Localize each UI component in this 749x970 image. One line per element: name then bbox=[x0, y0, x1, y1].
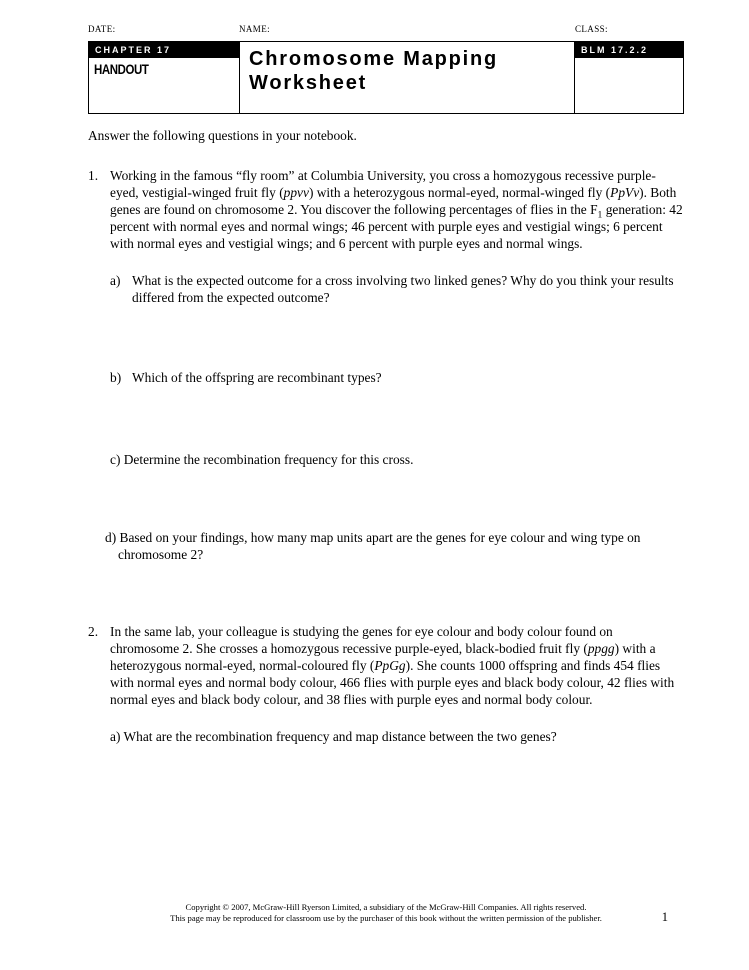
question-2a bbox=[110, 728, 684, 745]
date-label: DATE: bbox=[88, 24, 116, 34]
header-table bbox=[88, 41, 684, 114]
question-2 bbox=[88, 623, 684, 708]
handout-label: HANDOUT bbox=[94, 61, 149, 77]
question-1c-text: Determine the recombination frequency for this cross. bbox=[123, 452, 414, 467]
copyright-line2: This page may be reproduced for classroom use by the purchaser of this book without the written permission of the publisher. bbox=[170, 913, 602, 923]
page-number: 1 bbox=[661, 910, 668, 924]
chapter-label: CHAPTER 17 bbox=[95, 45, 172, 55]
question-1c-label: c) bbox=[110, 452, 121, 467]
title-cell bbox=[240, 42, 575, 113]
question-1b bbox=[110, 369, 684, 386]
blm-cell bbox=[575, 42, 683, 113]
meta-row bbox=[88, 24, 684, 34]
question-2a-text: What are the recombination frequency and map distance between the two genes? bbox=[123, 729, 557, 744]
question-2-text: In the same lab, your colleague is studying the genes for eye colour and body colour found on chromosome 2. She crosses a homozygous recessive purple-eyed, black-bodied fruit fly (ppgg) with a heterozygous normal-eyed, normal-coloured fly (PpGg). She counts 1000 offspring and finds 454 flies with normal eyes and normal body colour, 466 flies with purple eyes and black body colour, 42 flies with normal eyes and black body colour, and 38 flies with purple eyes and normal body colour. bbox=[110, 624, 675, 707]
question-1d-text: Based on your findings, how many map units apart are the genes for eye colour and wing type on chromosome 2? bbox=[118, 530, 641, 562]
intro-text: Answer the following questions in your notebook. bbox=[88, 128, 357, 143]
footer bbox=[88, 902, 684, 924]
question-1a-label: a) bbox=[110, 273, 121, 288]
copyright-line1: Copyright © 2007, McGraw-Hill Ryerson Limited, a subsidiary of the McGraw-Hill Companies. All rights reserved. bbox=[185, 902, 587, 912]
question-1d bbox=[105, 529, 684, 563]
question-1d-label: d) bbox=[105, 530, 117, 545]
chapter-bar bbox=[89, 42, 239, 58]
question-1 bbox=[88, 167, 684, 252]
question-2-number: 2. bbox=[88, 624, 99, 639]
question-1-text: Working in the famous “fly room” at Columbia University, you cross a homozygous recessive purple-eyed, vestigial-winged fruit fly (ppvv) with a heterozygous normal-eyed, normal-winged fly (PpVv). Both genes are found on chromosome 2. You discover the following percentages of flies in the $F_1$ generation: 42 percent with normal eyes and normal wings; 46 percent with purple eyes and vestigial wings; 6 percent with normal eyes and vestigial wings; and 6 percent with purple eyes and normal wings. bbox=[110, 168, 683, 251]
worksheet-title-line1: Chromosome Mapping bbox=[249, 48, 499, 70]
question-1c bbox=[110, 451, 684, 468]
question-1a-text: What is the expected outcome for a cross involving two linked genes? Why do you think your results differed from the expected outcome? bbox=[132, 273, 674, 305]
question-1a bbox=[110, 272, 684, 306]
class-label: CLASS: bbox=[575, 24, 608, 34]
worksheet-title-line2: Worksheet bbox=[249, 72, 368, 94]
blm-bar bbox=[575, 42, 683, 58]
question-1b-label: b) bbox=[110, 370, 122, 385]
question-1b-text: Which of the offspring are recombinant types? bbox=[132, 370, 382, 385]
question-1-number: 1. bbox=[88, 168, 99, 183]
question-2a-label: a) bbox=[110, 729, 121, 744]
name-label: NAME: bbox=[239, 24, 270, 34]
blm-label: BLM 17.2.2 bbox=[581, 45, 649, 55]
chapter-cell bbox=[89, 42, 240, 113]
